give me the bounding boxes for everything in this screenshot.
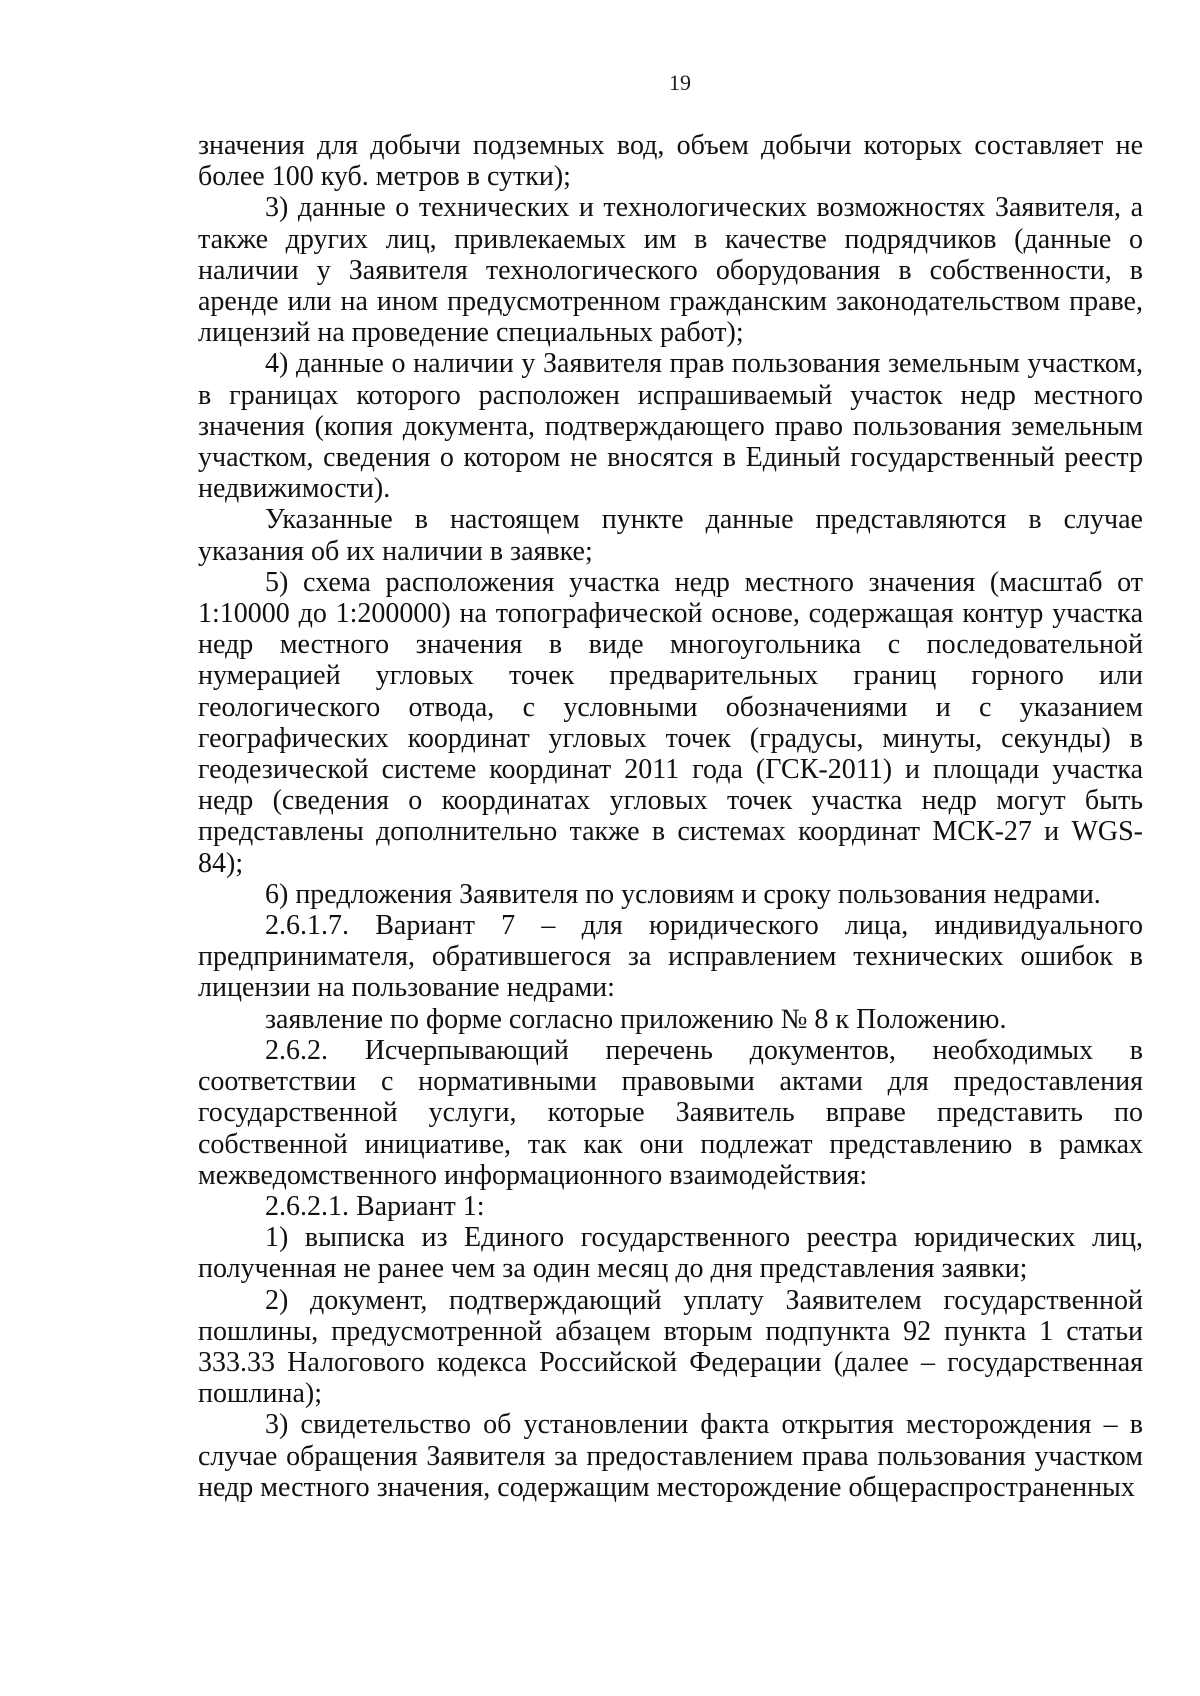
- paragraph-sub-item-1: 1) выписка из Единого государственного реестра юридических лиц, полученная не ранее чем за один месяц до дня представления заявки;: [198, 1222, 1143, 1285]
- paragraph-continuation: значения для добычи подземных вод, объем добычи которых составляет не более 100 куб. метров в сутки);: [198, 130, 1143, 193]
- page-number: 19: [669, 70, 691, 95]
- paragraph-item-4: 4) данные о наличии у Заявителя прав пользования земельным участком, в границах которого расположен испрашиваемый участок недр местного значения (копия документа, подтверждающего право пользования земельным участком, сведения о котором не вносятся в Единый государственный реестр недвижимости).: [198, 348, 1143, 505]
- paragraph-item-6: 6) предложения Заявителя по условиям и сроку пользования недрами.: [265, 878, 1101, 910]
- document-body: [198, 130, 1143, 1503]
- paragraph-note: Указанные в настоящем пункте данные представляются в случае указания об их наличии в заявке;: [198, 504, 1143, 567]
- paragraph-section-2-6-1-7: 2.6.1.7. Вариант 7 – для юридического лица, индивидуального предпринимателя, обратившегося за исправлением технических ошибок в лицензии на пользование недрами:: [198, 910, 1143, 1004]
- paragraph-item-3: 3) данные о технических и технологических возможностях Заявителя, а также других лиц, привлекаемых им в качестве подрядчиков (данные о наличии у Заявителя технологического оборудования в собственности, в аренде или на ином предусмотренном гражданским законодательством праве, лицензий на проведение специальных работ);: [198, 192, 1143, 349]
- paragraph-application-form: заявление по форме согласно приложению № 8 к Положению.: [265, 1003, 1007, 1035]
- paragraph-sub-item-2: 2) документ, подтверждающий уплату Заявителем государственной пошлины, предусмотренной абзацем вторым подпункта 92 пункта 1 статьи 333.33 Налогового кодекса Российской Федерации (далее – государственная пошлина);: [198, 1284, 1143, 1410]
- paragraph-section-2-6-2-1: 2.6.2.1. Вариант 1:: [265, 1190, 485, 1222]
- paragraph-sub-item-3: 3) свидетельство об установлении факта открытия месторождения – в случае обращения Заявителя за предоставлением права пользования участком недр местного значения, содержащим месторождение общераспространенных: [198, 1409, 1143, 1503]
- paragraph-item-5: 5) схема расположения участка недр местного значения (масштаб от 1:10000 до 1:200000) на топографической основе, содержащая контур участка недр местного значения в виде многоугольника с последовательной нумерацией угловых точек предварительных границ горного или геологического отвода, с условными обозначениями и с указанием географических координат угловых точек (градусы, минуты, секунды) в геодезической системе координат 2011 года (ГСК-2011) и площади участка недр (сведения о координатах угловых точек участка недр могут быть представлены дополнительно также в системах координат МСК-27 и WGS-84);: [198, 566, 1143, 879]
- paragraph-section-2-6-2: 2.6.2. Исчерпывающий перечень документов, необходимых в соответствии с нормативными правовыми актами для предоставления государственной услуги, которые Заявитель вправе представить по собственной инициативе, так как они подлежат представлению в рамках межведомственного информационного взаимодействия:: [198, 1034, 1143, 1191]
